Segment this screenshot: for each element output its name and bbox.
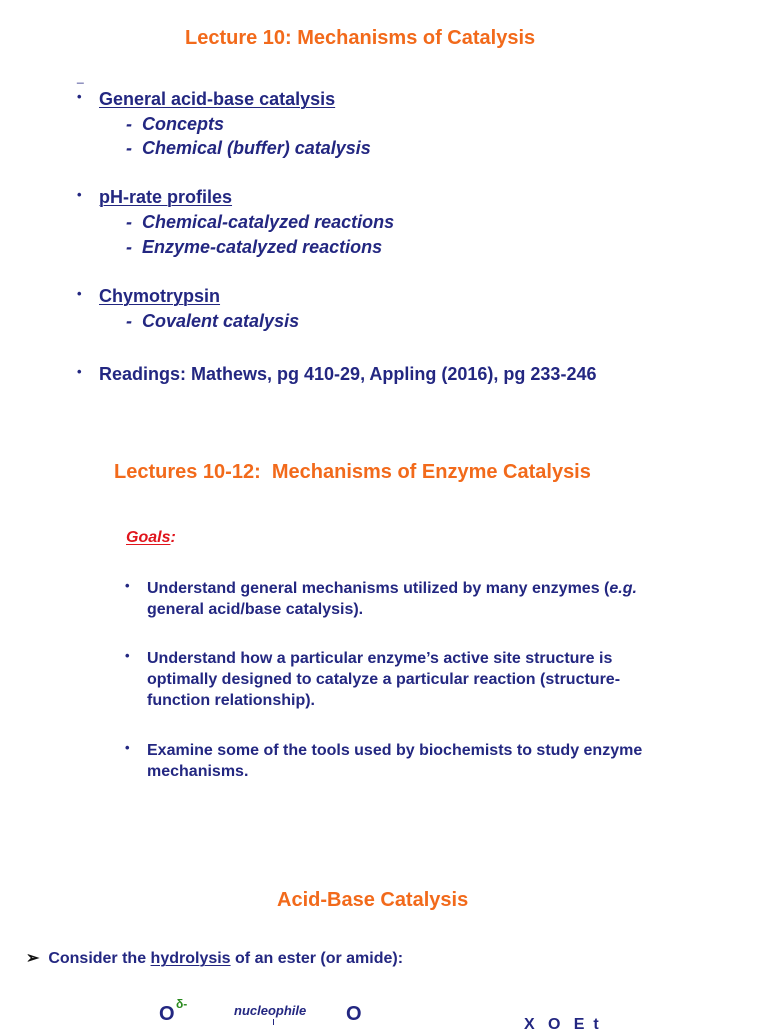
diagram-nucleophile-label: nucleophile: [234, 1003, 307, 1018]
diagram-delta-charge: δ-: [176, 997, 188, 1011]
goal-bullet: •: [125, 740, 130, 755]
hydrolysis-link[interactable]: hydrolysis: [150, 950, 231, 967]
topic-ph-rate-profiles[interactable]: pH-rate profiles: [99, 187, 233, 207]
topic-chymotrypsin[interactable]: Chymotrypsin: [99, 286, 221, 306]
goals-heading: Goals:: [126, 529, 176, 546]
diagram-nucleophile-arrow: [273, 1019, 274, 1025]
stray-mark: _: [77, 70, 84, 84]
readings-text: Readings: Mathews, pg 410-29, Appling (2016), pg 233-246: [99, 364, 597, 384]
diagram-oxygen-right: O: [346, 1003, 362, 1025]
subtopic-item: - Enzyme-catalyzed reactions: [126, 237, 383, 257]
topic-bullet: •: [77, 364, 82, 379]
acid-base-title: Acid-Base Catalysis: [277, 889, 469, 911]
goal-bullet: •: [125, 648, 130, 663]
goal-item: Understand how a particular enzyme’s active site structure is optimally designed to catalyze a particular reaction (structure-function relationship).: [147, 650, 621, 709]
lectures-section-title: Lectures 10-12: Mechanisms of Enzyme Catalysis: [114, 461, 591, 483]
diagram-right-text: X O E t: [524, 1016, 599, 1033]
goal-bullet: •: [125, 578, 130, 593]
consider-line: ➢ Consider the hydrolysis of an ester (or amide):: [26, 950, 404, 967]
lecture-title: Lecture 10: Mechanisms of Catalysis: [185, 27, 536, 49]
arrow-bullet-icon: ➢: [26, 950, 40, 967]
topic-bullet: •: [77, 187, 82, 202]
topic-bullet: •: [77, 89, 82, 104]
topic-general-acid-base[interactable]: General acid-base catalysis: [99, 89, 336, 109]
topic-bullet: •: [77, 286, 82, 301]
subtopic-item: - Chemical (buffer) catalysis: [126, 138, 371, 158]
goal-item: Examine some of the tools used by biochemists to study enzyme mechanisms.: [147, 742, 643, 780]
diagram-oxygen-left: O: [159, 1003, 175, 1025]
subtopic-item: - Chemical-catalyzed reactions: [126, 212, 395, 232]
goal-item: Understand general mechanisms utilized by many enzymes (e.g. general acid/base catalysis).: [147, 580, 637, 618]
subtopic-item: - Covalent catalysis: [126, 311, 300, 331]
subtopic-item: - Concepts: [126, 114, 225, 134]
